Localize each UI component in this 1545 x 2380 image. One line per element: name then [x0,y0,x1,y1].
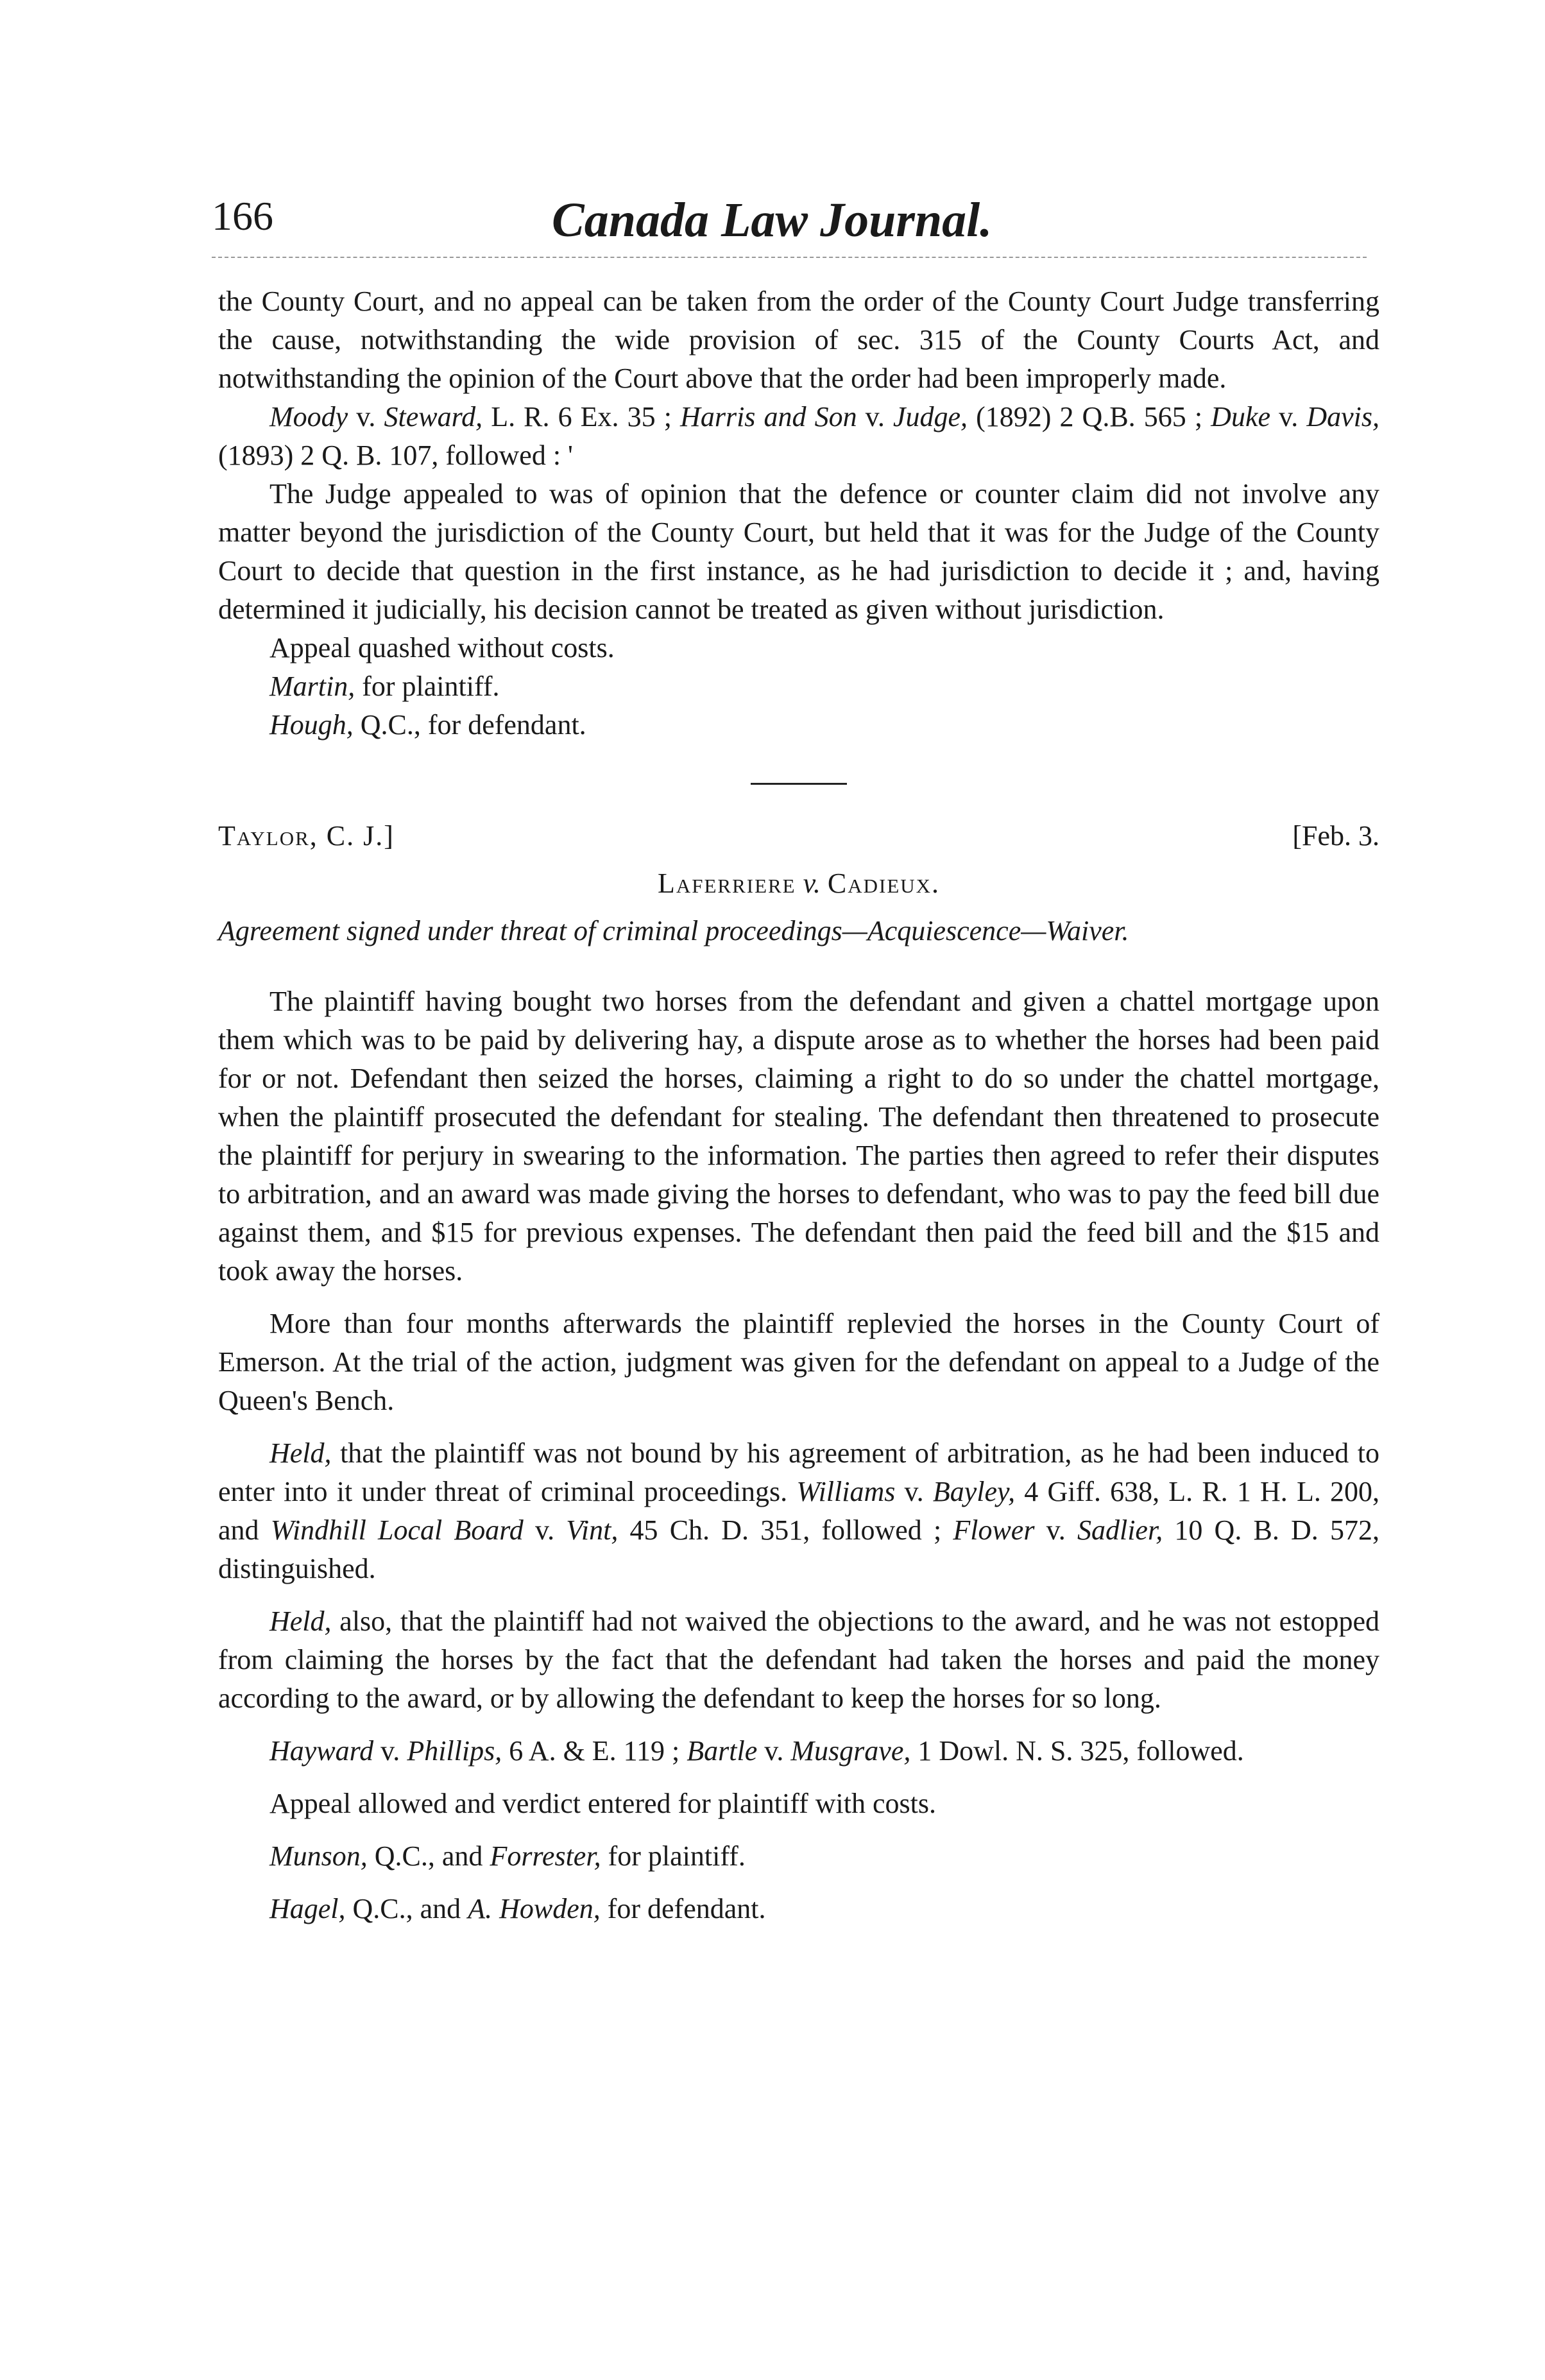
case-name: Steward, [384,401,483,432]
held-label: Held, [269,1605,332,1637]
case-name: Judge, [892,401,968,432]
text: (1893) 2 Q. B. 107, followed : ' [218,440,573,471]
text: (1892) 2 Q.B. 565 ; [967,401,1211,432]
header-rule [212,257,1367,258]
text: for plaintiff. [355,671,500,702]
holding-paragraph [218,1434,1379,1588]
counsel-name: A. Howden, [468,1893,601,1924]
headnote: Agreement signed under threat of criminal proceedings—Acquiescence—Waiver. [218,915,1129,946]
text: v. [348,401,384,432]
text: Q.C., and [345,1893,468,1924]
text: Q.C., for defendant. [353,709,586,741]
paragraph: More than four months afterwards the plaintiff replevied the horses in the County Court of Emerson. At the trial of the action, judgment was given for the defendant on appeal to a Judge of the Queen's Bench. [218,1308,1379,1416]
text: 10 Q. B. D. 572, distinguished. [218,1514,1379,1584]
case-date: [Feb. 3. [1292,820,1379,852]
counsel-line [218,706,1379,744]
case-name: Davis, [1306,401,1379,432]
held-label: Held, [269,1437,332,1469]
case-name: Harris and Son [680,401,857,432]
text: 1 Dowl. N. S. 325, followed. [910,1735,1244,1767]
citation-paragraph [218,398,1379,475]
text: also, that the plaintiff had not waived the objections to the award, and he was not estopped from claiming the horses by the fact that the defendant had taken the horses and paid the money according to the award, or by allowing the defendant to keep the horses for so long. [218,1605,1379,1714]
text: v. [895,1476,933,1507]
counsel-line [218,667,1379,706]
case-name: Bayley, [932,1476,1016,1507]
court-judge: Taylor, C. J.] [218,820,395,852]
text: v. [373,1735,407,1767]
counsel-line [218,1837,1379,1876]
second-case [218,817,1379,1928]
text: 6 A. & E. 119 ; [502,1735,687,1767]
text: v. [757,1735,791,1767]
plaintiff-name: Laferriere [657,868,796,899]
counsel-name: Forrester, [490,1840,601,1872]
paragraph: The plaintiff having bought two horses from the defendant and given a chattel mortgage upon them which was to be paid by delivering hay, a dispute arose as to whether the horses had been paid for or not. Defendant then seized the horses, claiming a right to do so under the chattel mortgage, when the plaintiff prosecuted the defendant for stealing. The defendant then threatened to prosecute the plaintiff for perjury in swearing to the information. The parties then agreed to refer their disputes to arbitration, and an award was made giving the horses to defendant, who was to pay the feed bill due against them, and $15 for previous expenses. The defendant then paid the feed bill and the $15 and took away the horses. [218,986,1379,1287]
counsel-name: Hough, [269,709,354,741]
disposition: Appeal allowed and verdict entered for plaintiff with costs. [269,1788,936,1819]
case-name: Musgrave, [790,1735,911,1767]
case-name: Moody [269,401,348,432]
case-name: Windhill Local Board [270,1514,524,1546]
paragraph: the County Court, and no appeal can be taken from the order of the County Court Judge transferring the cause, notwithstanding the wide provision of sec. 315 of the County Courts Act, and notwithstanding the opinion of the Court above that the order had been improperly made. [218,286,1379,394]
case-name: Bartle [687,1735,758,1767]
page-number: 166 [212,193,273,239]
text: L. R. 6 Ex. 35 ; [482,401,681,432]
journal-title: Canada Law Journal. [552,193,993,247]
text: Q.C., and [367,1840,490,1872]
text: v. [1270,401,1307,432]
paragraph: The Judge appealed to was of opinion that the defence or counter claim did not involve any matter beyond the jurisdiction of the County Court, but held that it was for the Judge of the County Court to decide that question in the first instance, as he had jurisdiction to decide it ; and, having determined it judicially, his decision cannot be treated as given without jurisdiction. [218,478,1379,625]
counsel-name: Martin, [269,671,355,702]
text: for defendant. [600,1893,766,1924]
section-divider [751,783,847,785]
counsel-name: Hagel, [269,1893,346,1924]
case-name: Flower [953,1514,1035,1546]
counsel-line [218,1890,1379,1928]
page-body [218,282,1379,1928]
case-title [218,864,1379,903]
counsel-name: Munson, [269,1840,368,1872]
case-name: Hayward [269,1735,374,1767]
running-header [212,193,1367,263]
text: v. [857,401,893,432]
case-name: Duke [1211,401,1271,432]
defendant-name: Cadieux. [827,868,941,899]
text: v. [1034,1514,1077,1546]
text: 4 Giff. 638, L. R. 1 H. L. 200, and [218,1476,1379,1546]
holding-paragraph [218,1602,1379,1718]
first-case [218,282,1379,744]
case-name: Vint, [566,1514,619,1546]
text: that the plaintiff was not bound by his agreement of arbitration, as he had been induced to enter into it under threat of criminal proceedings. [218,1437,1379,1507]
text: v. [523,1514,567,1546]
text: 45 Ch. D. 351, followed ; [618,1514,953,1546]
text: for plaintiff. [601,1840,746,1872]
citation-paragraph [218,1732,1379,1770]
court-line [218,817,1379,855]
disposition: Appeal quashed without costs. [269,632,615,663]
text: v. [796,868,828,899]
case-name: Williams [796,1476,896,1507]
case-name: Phillips, [407,1735,502,1767]
case-name: Sadlier, [1077,1514,1163,1546]
